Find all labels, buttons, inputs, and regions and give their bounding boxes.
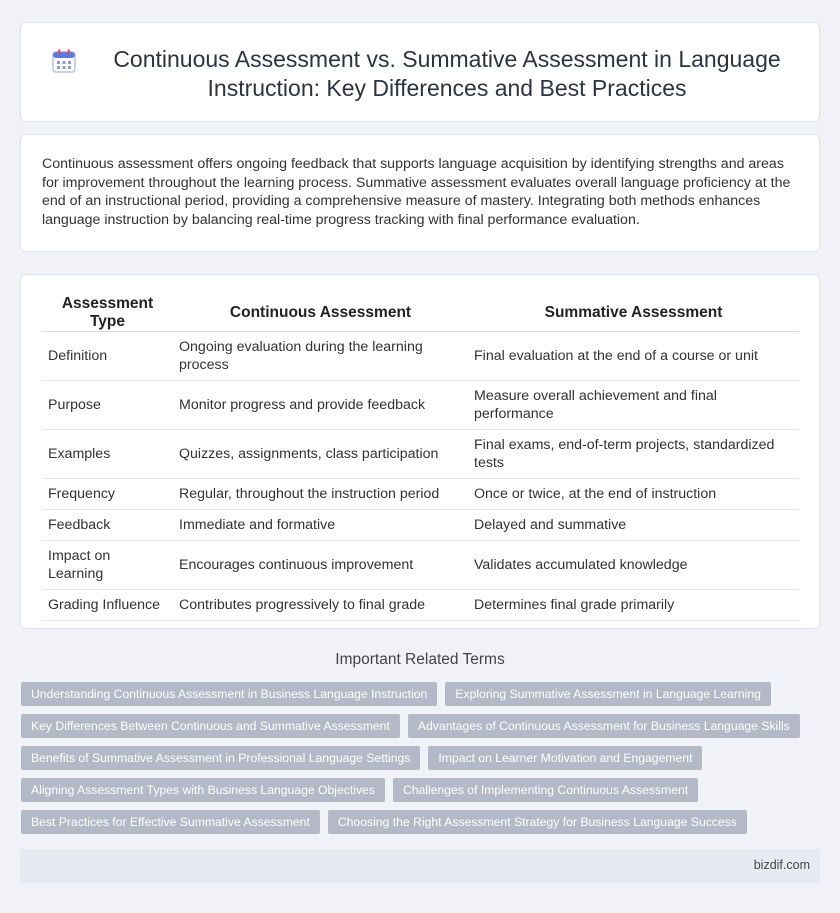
row-label: Impact on Learning — [42, 541, 173, 590]
summative-cell: Final evaluation at the end of a course or unit — [468, 332, 799, 381]
table-row — [42, 430, 799, 479]
intro-card — [20, 134, 820, 252]
table-row — [42, 381, 799, 430]
table-row — [42, 332, 799, 381]
summative-cell: Delayed and summative — [468, 510, 799, 541]
continuous-cell: Ongoing evaluation during the learning process — [173, 332, 468, 381]
related-term-tag[interactable]: Understanding Continuous Assessment in Business Language Instruction — [21, 682, 437, 706]
summative-cell: Final exams, end-of-term projects, standardized tests — [468, 430, 799, 479]
table-row — [42, 510, 799, 541]
footer-site-link[interactable]: bizdif.com — [753, 858, 810, 872]
continuous-cell: Monitor progress and provide feedback — [173, 381, 468, 430]
row-label: Feedback — [42, 510, 173, 541]
related-term-tag[interactable]: Aligning Assessment Types with Business Language Objectives — [21, 778, 385, 802]
related-terms-heading: Important Related Terms — [335, 651, 505, 668]
table-row — [42, 541, 799, 590]
continuous-cell: Regular, throughout the instruction period — [173, 479, 468, 510]
table-header-row — [42, 295, 799, 332]
summative-cell: Determines final grade primarily — [468, 590, 799, 621]
page-title: Continuous Assessment vs. Summative Assessment in Language Instruction: Key Differences and Best Practices — [113, 46, 781, 101]
continuous-cell: Quizzes, assignments, class participation — [173, 430, 468, 479]
comparison-table-card — [20, 274, 820, 629]
continuous-cell: Contributes progressively to final grade — [173, 590, 468, 621]
related-term-tag[interactable]: Benefits of Summative Assessment in Professional Language Settings — [21, 746, 420, 770]
row-label: Examples — [42, 430, 173, 479]
related-term-tag[interactable]: Challenges of Implementing Continuous Assessment — [393, 778, 698, 802]
header-summative: Summative Assessment — [468, 295, 799, 332]
header-card — [20, 22, 820, 122]
related-term-tag[interactable]: Choosing the Right Assessment Strategy for Business Language Success — [328, 810, 747, 834]
table-row — [42, 479, 799, 510]
header-assessment-type: Assessment Type — [42, 295, 173, 332]
related-term-tag[interactable]: Key Differences Between Continuous and Summative Assessment — [21, 714, 400, 738]
related-term-tag[interactable]: Best Practices for Effective Summative Assessment — [21, 810, 320, 834]
header-continuous: Continuous Assessment — [173, 295, 468, 332]
row-label: Purpose — [42, 381, 173, 430]
comparison-table — [42, 295, 799, 621]
intro-paragraph: Continuous assessment offers ongoing feedback that supports language acquisition by identifying strengths and areas for improvement throughout the learning process. Summative assessment evaluates overall language proficiency at the end of an instructional period, providing a comprehensive measure of mastery. Integrating both methods enhances language instruction by balancing real-time progress tracking with final performance evaluation. — [42, 156, 791, 228]
footer — [20, 849, 820, 883]
summative-cell: Once or twice, at the end of instruction — [468, 479, 799, 510]
table-row — [42, 590, 799, 621]
related-terms-list — [21, 682, 811, 842]
related-term-tag[interactable]: Impact on Learner Motivation and Engagement — [428, 746, 702, 770]
continuous-cell: Encourages continuous improvement — [173, 541, 468, 590]
row-label: Grading Influence — [42, 590, 173, 621]
row-label: Definition — [42, 332, 173, 381]
related-term-tag[interactable]: Advantages of Continuous Assessment for Business Language Skills — [408, 714, 800, 738]
continuous-cell: Immediate and formative — [173, 510, 468, 541]
summative-cell: Validates accumulated knowledge — [468, 541, 799, 590]
summative-cell: Measure overall achievement and final performance — [468, 381, 799, 430]
row-label: Frequency — [42, 479, 173, 510]
related-term-tag[interactable]: Exploring Summative Assessment in Language Learning — [445, 682, 771, 706]
